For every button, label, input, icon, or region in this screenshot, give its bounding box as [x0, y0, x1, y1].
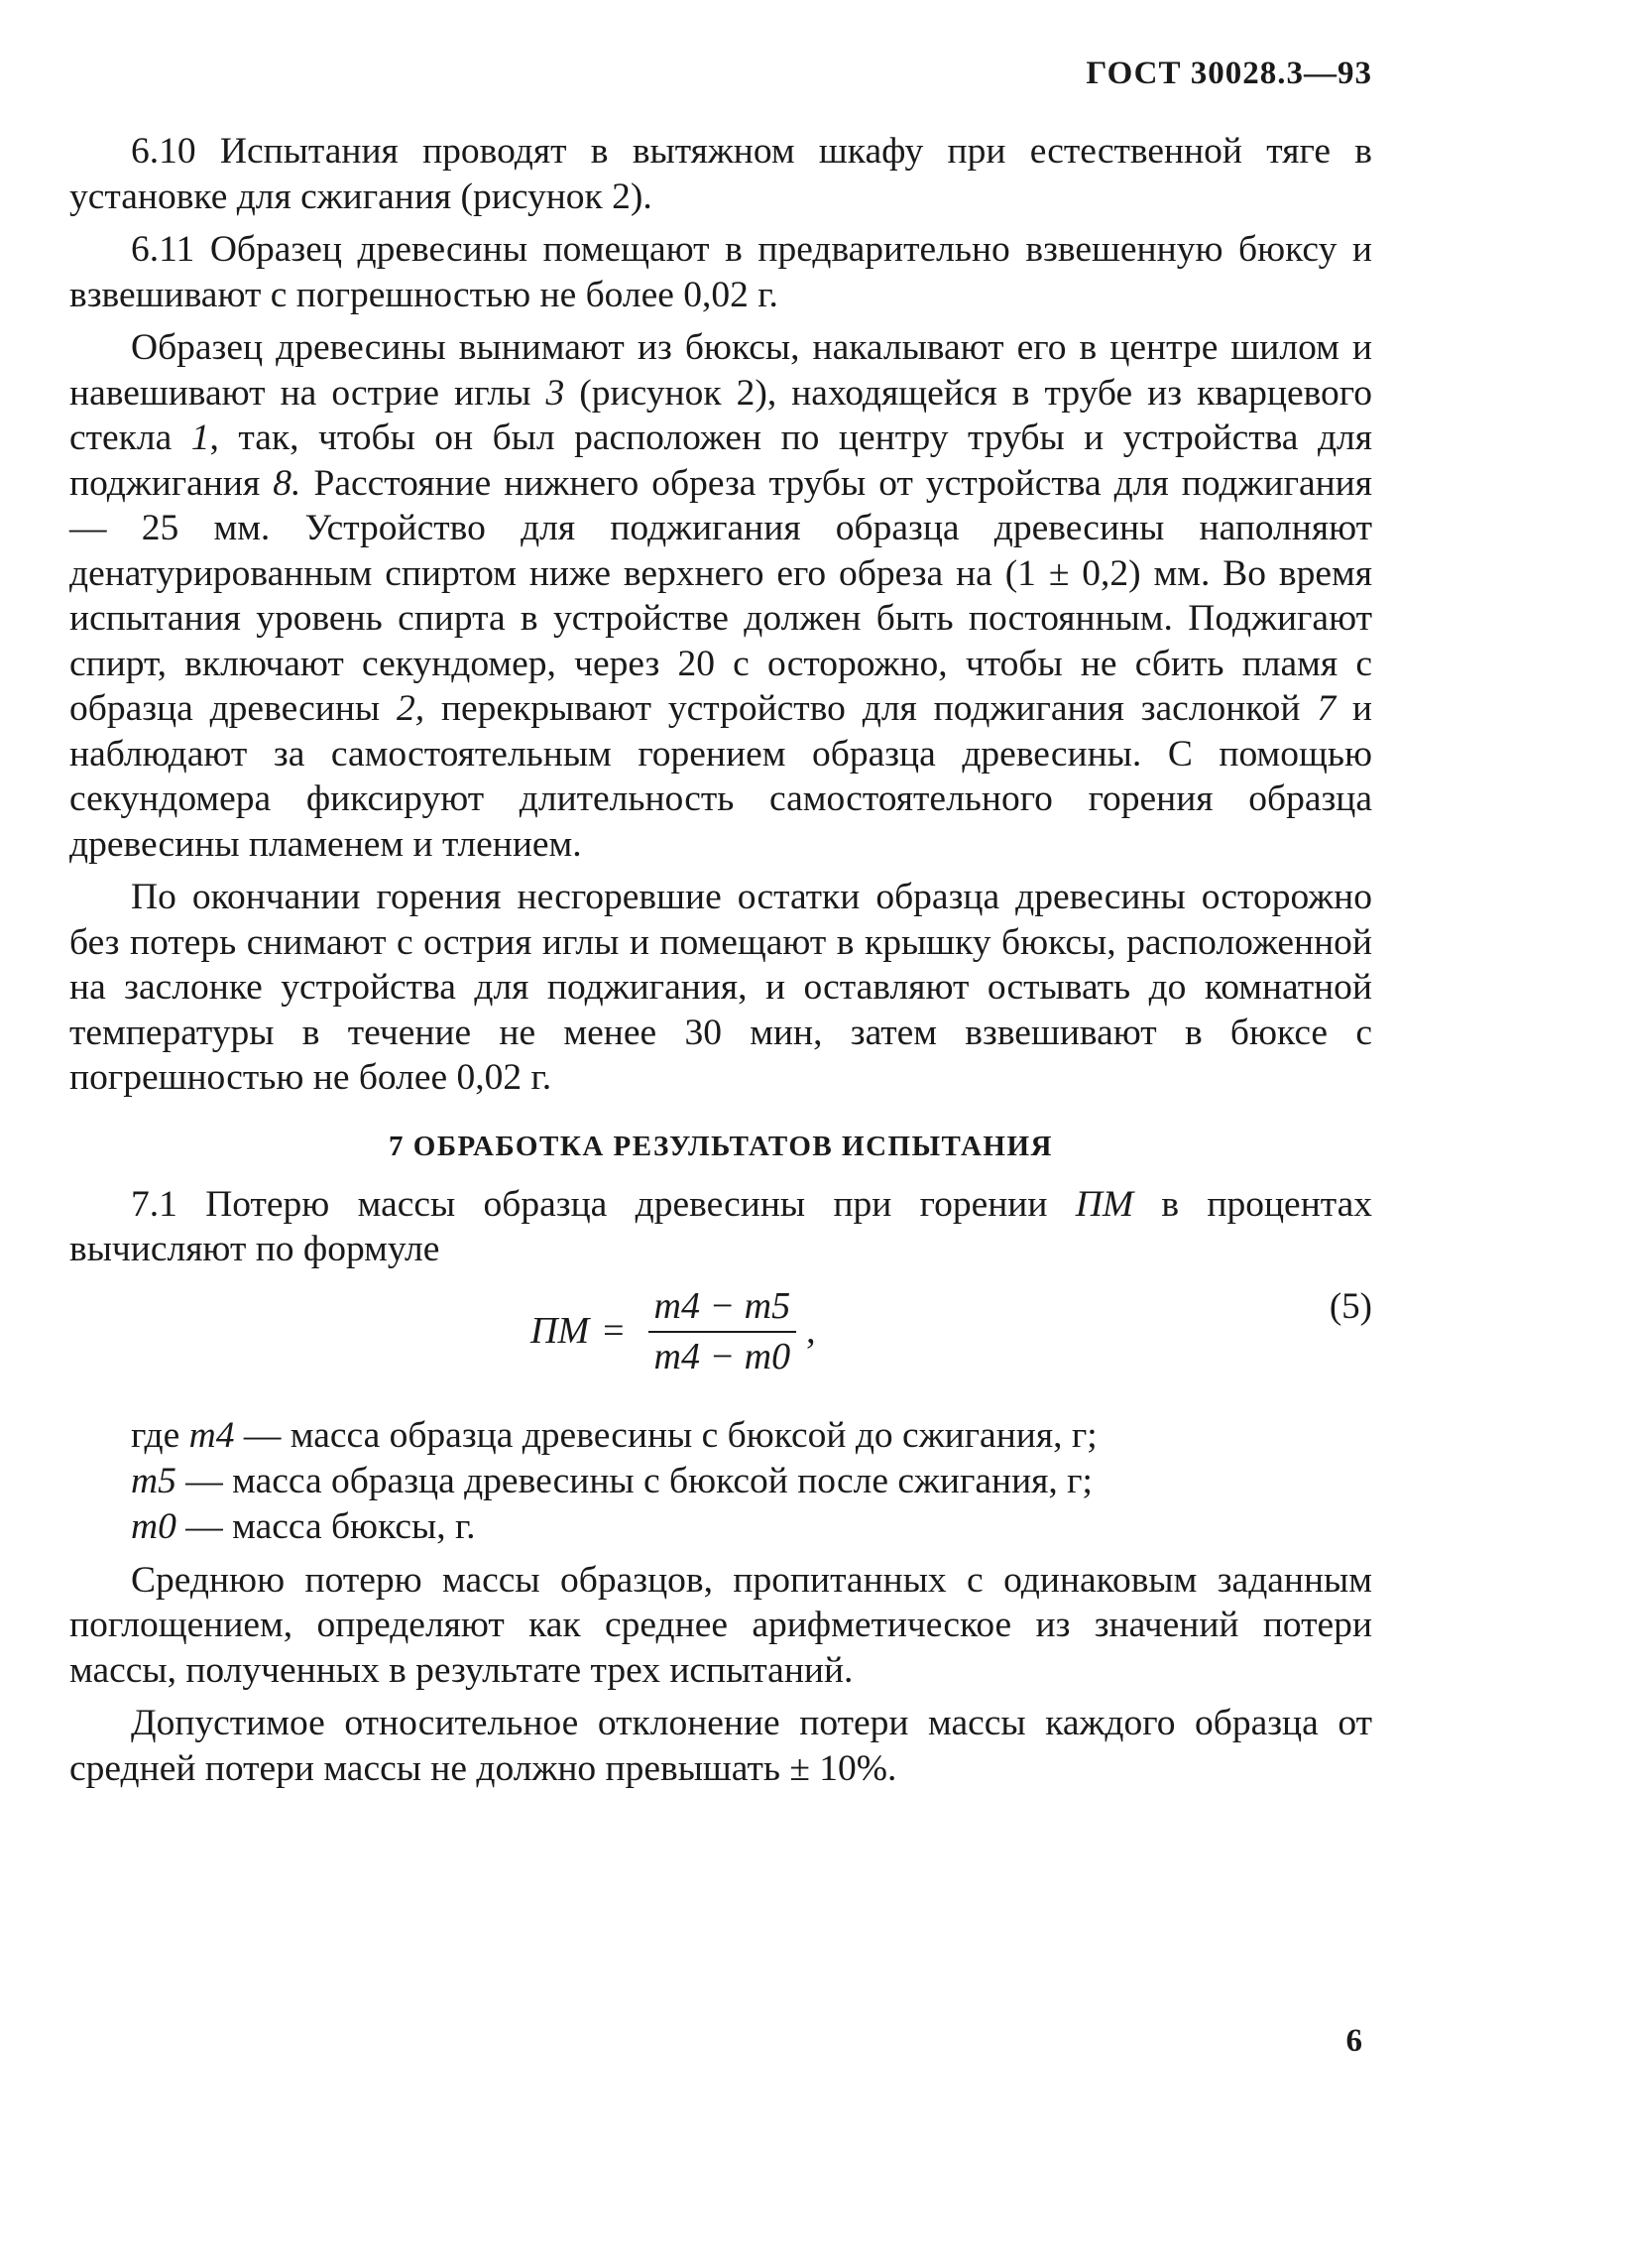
- paragraph-7-1: [69, 1182, 1372, 1272]
- pm-symbol: ПМ: [1075, 1183, 1134, 1225]
- formula-number: (5): [1329, 1285, 1372, 1327]
- definition-text: — масса образца древесины с бюксой до сжигания, г;: [234, 1414, 1098, 1456]
- definition-symbol: m4: [188, 1414, 235, 1456]
- formula-definitions: [131, 1413, 1372, 1550]
- ref-igniter: 8.: [273, 462, 301, 504]
- procedure-text-5: перекрывают устройство для поджигания заслонкой: [424, 688, 1318, 729]
- formula-trailing-comma: ,: [806, 1310, 816, 1353]
- definition-text: — масса бюксы, г.: [175, 1505, 476, 1547]
- definition-m4: [69, 1413, 1372, 1459]
- ref-tube: 1: [190, 418, 210, 458]
- para-7-1-text-2: в процентах вычисляют по формуле: [69, 1183, 1372, 1269]
- definition-prefix: где: [131, 1414, 189, 1456]
- section-7-title: 7 ОБРАБОТКА РЕЗУЛЬТАТОВ ИСПЫТАНИЯ: [389, 1130, 1053, 1162]
- definition-symbol: m0: [131, 1505, 176, 1547]
- formula-expression: [530, 1284, 816, 1380]
- formula-denominator: m4 − m0: [653, 1336, 791, 1377]
- paragraph-deviation: Допустимое относительное отклонение потери массы каждого образца от средней потери массы не должно превышать ± 10%.: [69, 1703, 1372, 1789]
- para-7-1-text-1: 7.1 Потерю массы образца древесины при горении: [131, 1183, 1076, 1225]
- paragraph-6-11: 6.11 Образец древесины помещают в предварительно взвешенную бюксу и взвешивают с погрешностью не более 0,02 г.: [69, 229, 1372, 315]
- paragraph-cooling: По окончании горения несгоревшие остатки образца древесины осторожно без потерь снимают с острия иглы и помещают в крышку бюксы, расположенной на заслонке устройства для поджигания, и оставляют остывать до комнатной температуры в течение не менее 30 мин, затем взвешивают в бюксе с погрешностью не более 0,02 г.: [69, 877, 1372, 1098]
- procedure-text-4: Расстояние нижнего обреза трубы от устройства для поджигания — 25 мм. Устройство для поджигания образца древесины наполняют денатурированным спиртом ниже верхнего его обреза на (1 ± 0,2) мм. Во время испытания уровень спирта в устройстве должен быть постоянным. Поджигают спирт, включают секундомер, через 20 с осторожно, чтобы не сбить пламя с образца древесины: [69, 462, 1372, 729]
- formula-lhs: ПМ: [530, 1310, 590, 1353]
- definition-m0: [131, 1504, 1372, 1550]
- document-code-header: ГОСТ 30028.3—93: [1086, 56, 1372, 91]
- ref-sample: 2,: [396, 688, 425, 729]
- procedure-text-6: и наблюдают за самостоятельным горением образца древесины. С помощью секундомера фиксируют длительность самостоятельного горения образца древесины пламенем и тлением.: [69, 688, 1373, 865]
- paragraph-6-10: 6.10 Испытания проводят в вытяжном шкафу при естественной тяге в установке для сжигания (рисунок 2).: [69, 131, 1372, 217]
- ref-needle: 3: [545, 372, 565, 414]
- procedure-text-1: Образец древесины вынимают из бюксы, накалывают его в центре шилом и навешивают на острие иглы: [69, 327, 1372, 414]
- formula-fraction: [648, 1284, 797, 1380]
- formula-equals: =: [603, 1310, 625, 1353]
- procedure-text-3: , так, чтобы он был расположен по центру трубы и устройства для поджигания: [69, 418, 1372, 504]
- formula-5: [69, 1280, 1372, 1399]
- document-body: [69, 129, 1372, 1799]
- definition-m5: [131, 1459, 1372, 1504]
- page-number: 6: [1345, 2023, 1362, 2059]
- definition-text: — масса образца древесины с бюксой после сжигания, г;: [175, 1460, 1093, 1501]
- procedure-text-2: (рисунок 2), находящейся в трубе из кварцевого стекла: [69, 372, 1373, 458]
- paragraph-procedure: [69, 325, 1372, 867]
- definition-symbol: m5: [131, 1460, 176, 1501]
- ref-damper: 7: [1317, 688, 1337, 729]
- formula-numerator: m4 − m5: [648, 1284, 797, 1334]
- paragraph-average: Среднюю потерю массы образцов, пропитанных с одинаковым заданным поглощением, определяют как среднее арифметическое из значений потери массы, полученных в результате трех испытаний.: [69, 1559, 1372, 1691]
